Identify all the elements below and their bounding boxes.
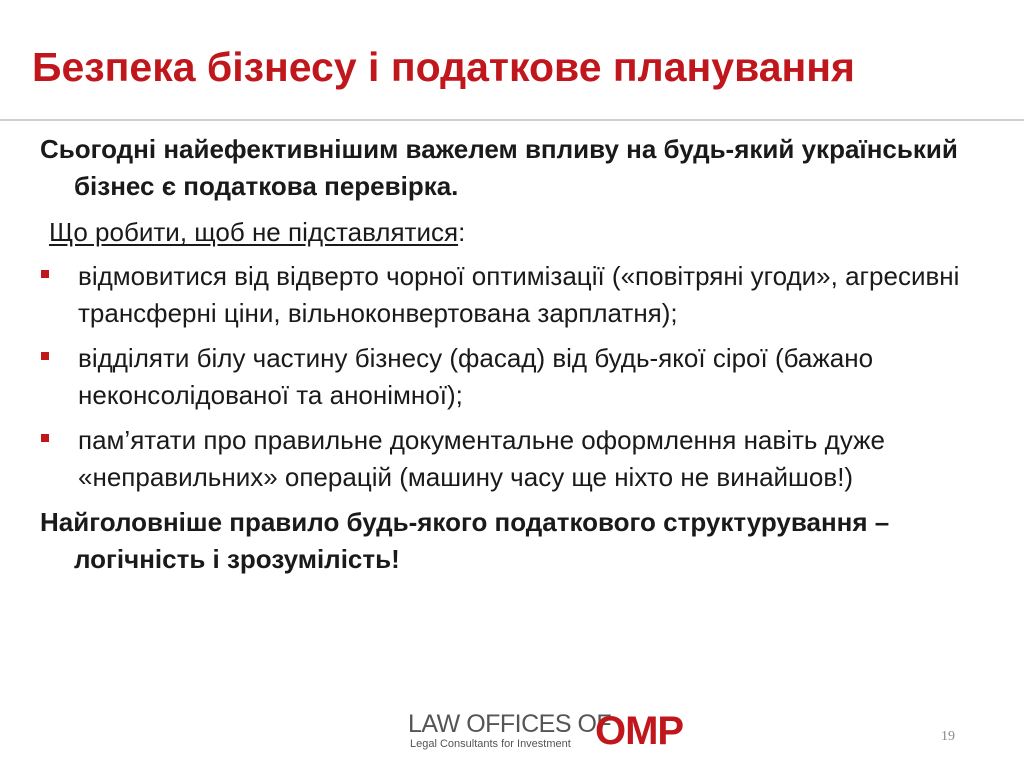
logo-company-name: LAW OFFICES OF (408, 710, 612, 738)
lead-question: Що робити, щоб не підставлятися (49, 217, 459, 247)
company-logo (408, 711, 698, 753)
bullet-text: відмовитися від відверто чорної оптимізації («повітряні угоди», агресивні трансферні ціни, вільноконвертована зарплатня); (78, 261, 960, 328)
square-bullet-icon (41, 270, 49, 278)
logo-mark: OMP (595, 709, 684, 753)
page-number: 19 (941, 729, 955, 744)
logo-tagline: Legal Consultants for Investment (410, 738, 571, 750)
list-item (40, 340, 1000, 414)
bullet-text: пам’ятати про правильне документальне оформлення навіть дуже «неправильних» операцій (машину часу ще ніхто не винайшов!) (78, 425, 885, 492)
lead-colon: : (458, 217, 466, 247)
bullet-text: відділяти білу частину бізнесу (фасад) від будь-якої сірої (бажано неконсолідованої та анонімної); (78, 343, 874, 410)
slide-body (40, 131, 1000, 578)
square-bullet-icon (41, 434, 49, 442)
list-item (40, 422, 1000, 496)
bullet-list (40, 258, 1000, 496)
square-bullet-icon (41, 352, 49, 360)
list-item (40, 258, 1000, 332)
conclusion-paragraph: Найголовніше правило будь-якого податкового структурування – логічність і зрозумілість! (40, 507, 890, 574)
title-divider (0, 119, 1024, 121)
intro-paragraph: Сьогодні найефективнішим важелем впливу на будь-який український бізнес є податкова перевірка. (40, 134, 958, 201)
lead-line (49, 214, 1000, 251)
slide-title: Безпека бізнесу і податкове планування (32, 44, 855, 90)
